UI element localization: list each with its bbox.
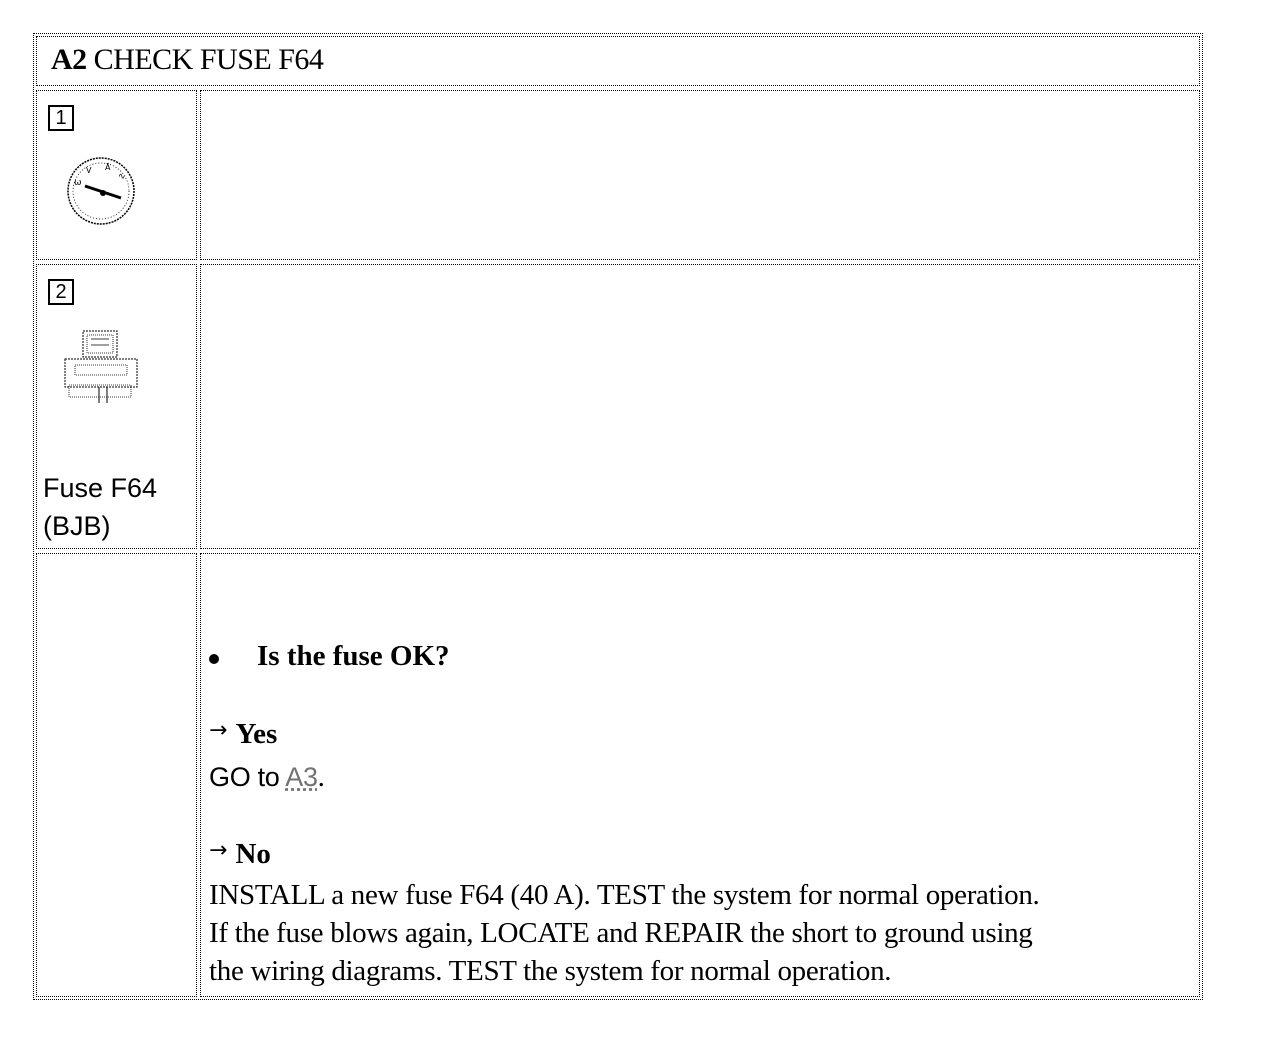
- svg-text:ω: ω: [74, 178, 82, 188]
- yes-instruction: [209, 758, 325, 796]
- no-instruction-line-2: If the fuse blows again, LOCATE and REPAIR the short to ground using: [209, 917, 1033, 949]
- yes-text-suffix: .: [317, 761, 325, 793]
- procedure-header: [36, 36, 1200, 86]
- step-title: CHECK FUSE F64: [93, 43, 324, 76]
- step-2-content-cell: [200, 264, 1200, 549]
- svg-text:V: V: [86, 166, 92, 175]
- question-text: Is the fuse OK?: [257, 640, 450, 672]
- procedure-title: [51, 43, 323, 77]
- step-id: A2: [51, 43, 87, 76]
- fuse-caption-line-1: Fuse F64: [43, 473, 158, 503]
- no-label: No: [235, 838, 271, 870]
- arrow-right-icon: →: [209, 838, 228, 863]
- check-question: [257, 640, 450, 673]
- result-content-cell: [200, 553, 1200, 997]
- svg-text:Ā: Ā: [105, 163, 111, 172]
- fuse-caption: [43, 469, 157, 545]
- step-2-number: 2: [48, 279, 74, 305]
- step-1-content-cell: [200, 90, 1200, 260]
- svg-text:∿: ∿: [118, 172, 126, 182]
- step-1-number: 1: [48, 105, 74, 131]
- gauge-icon: [63, 153, 139, 229]
- goto-a3-link[interactable]: A3: [285, 762, 318, 792]
- no-instruction-line-1: INSTALL a new fuse F64 (40 A). TEST the system for normal operation.: [209, 879, 1040, 911]
- step-2-icon-cell: [36, 264, 197, 549]
- bullet-icon: [209, 654, 219, 664]
- no-heading: [209, 838, 271, 871]
- yes-text-prefix: GO to: [209, 762, 286, 792]
- no-instruction: [209, 876, 1199, 990]
- fuse-caption-line-2: (BJB): [43, 511, 111, 541]
- yes-heading: [209, 718, 277, 751]
- result-icon-cell: [36, 553, 197, 997]
- no-instruction-line-3: the wiring diagrams. TEST the system for normal operation.: [209, 955, 892, 987]
- arrow-right-icon: →: [209, 718, 228, 743]
- step-1-icon-cell: [36, 90, 197, 260]
- fuse-box-icon: [61, 325, 141, 407]
- yes-label: Yes: [235, 718, 278, 750]
